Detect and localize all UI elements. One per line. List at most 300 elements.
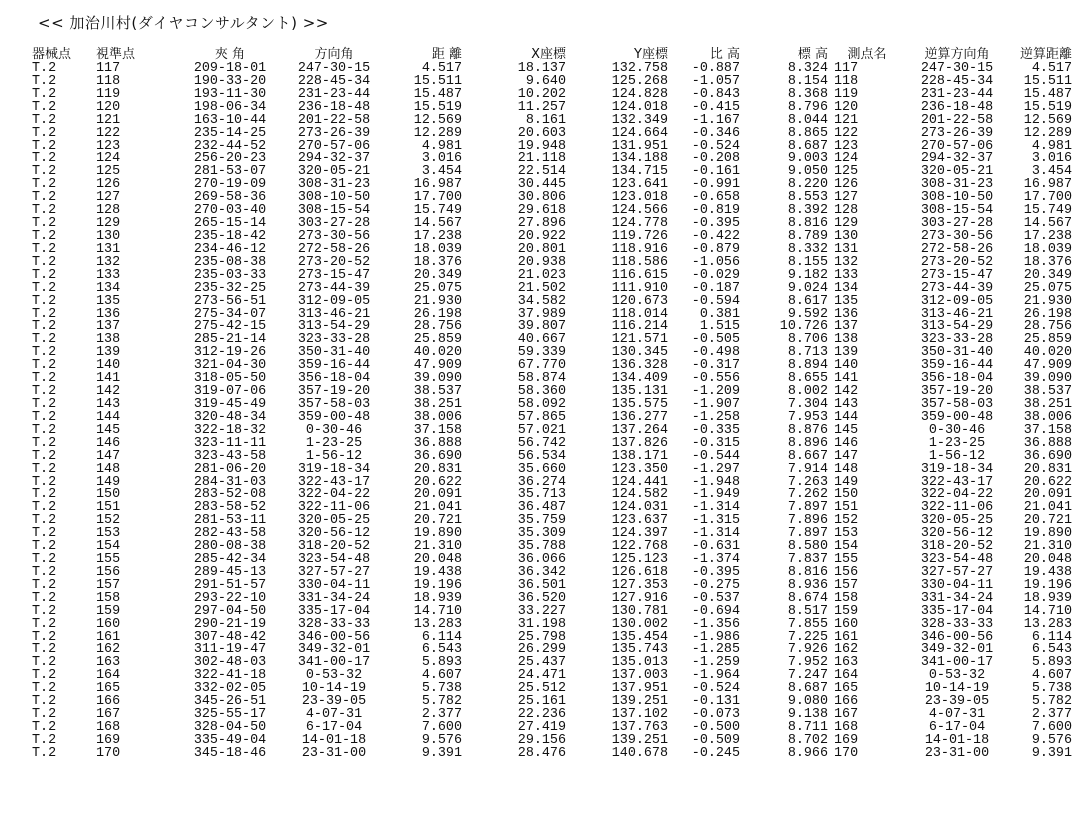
relative-height-cell: -1.259 [691,655,740,671]
included-angle-cell: 281-06-20 [193,461,267,477]
x-coordinate-cell: 30.445 [517,177,566,193]
point-name-cell: 118 [834,73,859,89]
inverse-distance-cell: 12.289 [1023,125,1072,141]
included-angle-cell: 281-53-11 [193,513,267,529]
sight-point-cell: 143 [96,396,121,412]
relative-height-cell: -0.524 [691,138,740,154]
included-angle-cell: 284-31-03 [193,474,267,490]
y-coordinate-cell: 132.349 [611,112,668,128]
included-angle-cell: 232-44-52 [193,138,267,154]
relative-height-cell: -1.907 [691,396,740,412]
relative-height-cell: -0.991 [691,177,740,193]
y-coordinate-cell: 116.615 [611,267,668,283]
relative-height-cell: -0.498 [691,345,740,361]
inverse-distance-cell: 12.569 [1023,112,1072,128]
distance-cell: 9.391 [421,745,462,761]
inverse-direction-cell: 313-54-29 [920,319,994,335]
point-name-cell: 132 [834,254,859,270]
y-coordinate-cell: 131.951 [611,138,668,154]
y-coordinate-cell: 127.353 [611,577,668,593]
sight-point-cell: 137 [96,319,121,335]
included-angle-cell: 319-45-49 [193,396,267,412]
x-coordinate-cell: 27.419 [517,720,566,736]
elevation-cell: 8.702 [787,732,828,748]
y-coordinate-cell: 124.031 [611,500,668,516]
page-title: << 加治川村(ダイヤコンサルタント) >> [38,14,329,32]
instrument-point-cell: T.2 [32,616,57,632]
included-angle-cell: 269-58-36 [193,190,267,206]
distance-cell: 15.487 [413,86,462,102]
direction-angle-cell: 320-05-25 [297,513,371,529]
distance-cell: 19.438 [413,564,462,580]
inverse-direction-cell: 0-30-46 [928,422,986,438]
sight-point-cell: 145 [96,422,121,438]
sight-point-cell: 131 [96,241,121,257]
distance-cell: 19.196 [413,577,462,593]
point-name-cell: 164 [834,668,859,684]
instrument-point-cell: T.2 [32,526,57,542]
point-name-cell: 145 [834,422,859,438]
relative-height-cell: -0.524 [691,681,740,697]
inverse-direction-cell: 341-00-17 [920,655,994,671]
x-coordinate-cell: 20.938 [517,254,566,270]
elevation-cell: 7.837 [787,552,828,568]
included-angle-cell: 307-48-42 [193,629,267,645]
distance-cell: 12.289 [413,125,462,141]
x-coordinate-cell: 20.801 [517,241,566,257]
instrument-point-cell: T.2 [32,319,57,335]
point-name-cell: 163 [834,655,859,671]
elevation-cell: 8.667 [787,448,828,464]
included-angle-cell: 285-21-14 [193,332,267,348]
point-name-cell: 137 [834,319,859,335]
relative-height-cell: -0.275 [691,577,740,593]
point-name-cell: 152 [834,513,859,529]
point-name-cell: 149 [834,474,859,490]
y-coordinate-cell: 135.131 [611,384,668,400]
x-coordinate-cell: 29.618 [517,203,566,219]
table-row [32,748,1072,761]
direction-angle-cell: 23-39-05 [301,694,367,710]
y-coordinate-cell: 136.277 [611,409,668,425]
included-angle-cell: 235-32-25 [193,280,267,296]
inverse-distance-cell: 3.454 [1031,164,1072,180]
col-header-elevation: 標 高 [797,47,828,62]
relative-height-cell: -0.335 [691,422,740,438]
included-angle-cell: 275-42-15 [193,319,267,335]
y-coordinate-cell: 127.916 [611,590,668,606]
distance-cell: 12.569 [413,112,462,128]
y-coordinate-cell: 124.828 [611,86,668,102]
direction-angle-cell: 201-22-58 [297,112,371,128]
instrument-point-cell: T.2 [32,384,57,400]
included-angle-cell: 265-15-14 [193,216,267,232]
elevation-cell: 9.050 [787,164,828,180]
included-angle-cell: 282-43-58 [193,526,267,542]
relative-height-cell: -0.161 [691,164,740,180]
inverse-distance-cell: 16.987 [1023,177,1072,193]
sight-point-cell: 139 [96,345,121,361]
sight-point-cell: 157 [96,577,121,593]
point-name-cell: 128 [834,203,859,219]
inverse-distance-cell: 39.090 [1023,371,1072,387]
distance-cell: 2.377 [421,707,462,723]
point-name-cell: 170 [834,745,859,761]
inverse-direction-cell: 318-20-52 [920,539,994,555]
point-name-cell: 144 [834,409,859,425]
distance-cell: 39.090 [413,371,462,387]
inverse-direction-cell: 270-57-06 [920,138,994,154]
direction-angle-cell: 327-57-27 [297,564,371,580]
x-coordinate-cell: 35.660 [517,461,566,477]
x-coordinate-cell: 22.236 [517,707,566,723]
included-angle-cell: 318-05-50 [193,371,267,387]
instrument-point-cell: T.2 [32,668,57,684]
x-coordinate-cell: 33.227 [517,603,566,619]
instrument-point-cell: T.2 [32,228,57,244]
inverse-distance-cell: 17.238 [1023,228,1072,244]
point-name-cell: 131 [834,241,859,257]
included-angle-cell: 322-41-18 [193,668,267,684]
point-name-cell: 157 [834,577,859,593]
point-name-cell: 124 [834,151,859,167]
relative-height-cell: -0.843 [691,86,740,102]
x-coordinate-cell: 30.806 [517,190,566,206]
instrument-point-cell: T.2 [32,745,57,761]
inverse-distance-cell: 18.939 [1023,590,1072,606]
direction-angle-cell: 349-32-01 [297,642,371,658]
included-angle-cell: 335-49-04 [193,732,267,748]
distance-cell: 38.006 [413,409,462,425]
elevation-cell: 8.816 [787,564,828,580]
inverse-direction-cell: 320-05-21 [920,164,994,180]
distance-cell: 4.981 [421,138,462,154]
direction-angle-cell: 335-17-04 [297,603,371,619]
instrument-point-cell: T.2 [32,642,57,658]
instrument-point-cell: T.2 [32,603,57,619]
elevation-cell: 7.262 [787,487,828,503]
sight-point-cell: 150 [96,487,121,503]
instrument-point-cell: T.2 [32,564,57,580]
direction-angle-cell: 346-00-56 [297,629,371,645]
included-angle-cell: 235-18-42 [193,228,267,244]
y-coordinate-cell: 125.268 [611,73,668,89]
distance-cell: 37.158 [413,422,462,438]
included-angle-cell: 235-08-38 [193,254,267,270]
instrument-point-cell: T.2 [32,629,57,645]
inverse-direction-cell: 273-26-39 [920,125,994,141]
included-angle-cell: 235-14-25 [193,125,267,141]
elevation-cell: 8.368 [787,86,828,102]
direction-angle-cell: 294-32-37 [297,151,371,167]
sight-point-cell: 136 [96,306,121,322]
elevation-cell: 8.865 [787,125,828,141]
distance-cell: 40.020 [413,345,462,361]
included-angle-cell: 293-22-10 [193,590,267,606]
inverse-distance-cell: 9.391 [1031,745,1072,761]
inverse-direction-cell: 330-04-11 [920,577,994,593]
elevation-cell: 7.952 [787,655,828,671]
x-coordinate-cell: 25.798 [517,629,566,645]
elevation-cell: 8.894 [787,358,828,374]
y-coordinate-cell: 137.003 [611,668,668,684]
included-angle-cell: 275-34-07 [193,306,267,322]
elevation-cell: 8.687 [787,681,828,697]
elevation-cell: 7.896 [787,513,828,529]
sight-point-cell: 129 [96,216,121,232]
inverse-direction-cell: 294-32-37 [920,151,994,167]
inverse-distance-cell: 20.048 [1023,552,1072,568]
x-coordinate-cell: 31.198 [517,616,566,632]
relative-height-cell: 0.381 [699,306,740,322]
distance-cell: 19.890 [413,526,462,542]
y-coordinate-cell: 122.768 [611,539,668,555]
included-angle-cell: 325-55-17 [193,707,267,723]
inverse-distance-cell: 15.519 [1023,99,1072,115]
point-name-cell: 154 [834,539,859,555]
sight-point-cell: 125 [96,164,121,180]
distance-cell: 6.543 [421,642,462,658]
sight-point-cell: 120 [96,99,121,115]
point-name-cell: 141 [834,371,859,387]
point-name-cell: 160 [834,616,859,632]
distance-cell: 4.607 [421,668,462,684]
col-header-included-angle: 夾 角 [214,47,246,62]
direction-angle-cell: 356-18-04 [297,371,371,387]
x-coordinate-cell: 25.512 [517,681,566,697]
x-coordinate-cell: 35.309 [517,526,566,542]
direction-angle-cell: 357-58-03 [297,396,371,412]
y-coordinate-cell: 132.758 [611,61,668,76]
relative-height-cell: -0.819 [691,203,740,219]
sight-point-cell: 164 [96,668,121,684]
point-name-cell: 155 [834,552,859,568]
relative-height-cell: -0.395 [691,564,740,580]
elevation-cell: 8.706 [787,332,828,348]
inverse-distance-cell: 19.890 [1023,526,1072,542]
included-angle-cell: 234-46-12 [193,241,267,257]
relative-height-cell: -0.317 [691,358,740,374]
sight-point-cell: 138 [96,332,121,348]
sight-point-cell: 147 [96,448,121,464]
x-coordinate-cell: 28.476 [517,745,566,761]
included-angle-cell: 163-10-44 [193,112,267,128]
point-name-cell: 138 [834,332,859,348]
relative-height-cell: -0.422 [691,228,740,244]
included-angle-cell: 285-42-34 [193,552,267,568]
distance-cell: 38.251 [413,396,462,412]
sight-point-cell: 154 [96,539,121,555]
inverse-distance-cell: 47.909 [1023,358,1072,374]
included-angle-cell: 322-18-32 [193,422,267,438]
sight-point-cell: 127 [96,190,121,206]
inverse-distance-cell: 20.622 [1023,474,1072,490]
y-coordinate-cell: 139.251 [611,732,668,748]
elevation-cell: 7.225 [787,629,828,645]
distance-cell: 13.283 [413,616,462,632]
inverse-direction-cell: 273-30-56 [920,228,994,244]
sight-point-cell: 163 [96,655,121,671]
y-coordinate-cell: 124.778 [611,216,668,232]
instrument-point-cell: T.2 [32,138,57,154]
sight-point-cell: 151 [96,500,121,516]
inverse-distance-cell: 7.600 [1031,720,1072,736]
instrument-point-cell: T.2 [32,513,57,529]
included-angle-cell: 256-20-23 [193,151,267,167]
y-coordinate-cell: 134.409 [611,371,668,387]
inverse-distance-cell: 38.251 [1023,396,1072,412]
inverse-direction-cell: 201-22-58 [920,112,994,128]
y-coordinate-cell: 124.566 [611,203,668,219]
instrument-point-cell: T.2 [32,422,57,438]
inverse-direction-cell: 0-53-32 [928,668,986,684]
point-name-cell: 129 [834,216,859,232]
inverse-distance-cell: 21.310 [1023,539,1072,555]
direction-angle-cell: 236-18-48 [297,99,371,115]
sight-point-cell: 148 [96,461,121,477]
y-coordinate-cell: 130.781 [611,603,668,619]
inverse-distance-cell: 25.859 [1023,332,1072,348]
instrument-point-cell: T.2 [32,332,57,348]
inverse-distance-cell: 5.782 [1031,694,1072,710]
relative-height-cell: -1.056 [691,254,740,270]
point-name-cell: 162 [834,642,859,658]
y-coordinate-cell: 123.637 [611,513,668,529]
y-coordinate-cell: 118.586 [611,254,668,270]
instrument-point-cell: T.2 [32,577,57,593]
distance-cell: 36.690 [413,448,462,464]
distance-cell: 4.517 [421,61,462,76]
inverse-distance-cell: 36.888 [1023,435,1072,451]
inverse-distance-cell: 13.283 [1023,616,1072,632]
distance-cell: 47.909 [413,358,462,374]
included-angle-cell: 321-04-30 [193,358,267,374]
y-coordinate-cell: 120.673 [611,293,668,309]
inverse-direction-cell: 228-45-34 [920,73,994,89]
inverse-direction-cell: 1-56-12 [928,448,986,464]
x-coordinate-cell: 36.501 [517,577,566,593]
inverse-direction-cell: 327-57-27 [920,564,994,580]
relative-height-cell: -0.879 [691,241,740,257]
x-coordinate-cell: 39.807 [517,319,566,335]
x-coordinate-cell: 56.742 [517,435,566,451]
distance-cell: 21.041 [413,500,462,516]
instrument-point-cell: T.2 [32,99,57,115]
sight-point-cell: 153 [96,526,121,542]
distance-cell: 20.349 [413,267,462,283]
included-angle-cell: 323-43-58 [193,448,267,464]
x-coordinate-cell: 59.339 [517,345,566,361]
direction-angle-cell: 320-05-21 [297,164,371,180]
relative-height-cell: -0.315 [691,435,740,451]
point-name-cell: 140 [834,358,859,374]
instrument-point-cell: T.2 [32,241,57,257]
instrument-point-cell: T.2 [32,177,57,193]
inverse-direction-cell: 313-46-21 [920,306,994,322]
x-coordinate-cell: 56.534 [517,448,566,464]
y-coordinate-cell: 136.328 [611,358,668,374]
sight-point-cell: 165 [96,681,121,697]
inverse-distance-cell: 21.930 [1023,293,1072,309]
direction-angle-cell: 308-31-23 [297,177,371,193]
relative-height-cell: -1.948 [691,474,740,490]
inverse-direction-cell: 236-18-48 [920,99,994,115]
point-name-cell: 121 [834,112,859,128]
point-name-cell: 147 [834,448,859,464]
instrument-point-cell: T.2 [32,487,57,503]
distance-cell: 20.048 [413,552,462,568]
inverse-direction-cell: 4-07-31 [928,707,986,723]
instrument-point-cell: T.2 [32,267,57,283]
inverse-direction-cell: 320-56-12 [920,526,994,542]
sight-point-cell: 142 [96,384,121,400]
included-angle-cell: 290-21-19 [193,616,267,632]
direction-angle-cell: 273-26-39 [297,125,371,141]
elevation-cell: 9.182 [787,267,828,283]
direction-angle-cell: 273-30-56 [297,228,371,244]
relative-height-cell: -0.594 [691,293,740,309]
inverse-distance-cell: 40.020 [1023,345,1072,361]
elevation-cell: 8.155 [787,254,828,270]
inverse-distance-cell: 15.511 [1023,73,1072,89]
direction-angle-cell: 0-30-46 [305,422,363,438]
sight-point-cell: 167 [96,707,121,723]
relative-height-cell: -0.415 [691,99,740,115]
included-angle-cell: 283-58-52 [193,500,267,516]
inverse-direction-cell: 23-39-05 [924,694,990,710]
point-name-cell: 120 [834,99,859,115]
inverse-distance-cell: 28.756 [1023,319,1072,335]
distance-cell: 6.114 [421,629,462,645]
elevation-cell: 8.711 [787,720,828,736]
inverse-distance-cell: 17.700 [1023,190,1072,206]
instrument-point-cell: T.2 [32,216,57,232]
elevation-cell: 7.247 [787,668,828,684]
y-coordinate-cell: 140.678 [611,745,668,761]
point-name-cell: 127 [834,190,859,206]
instrument-point-cell: T.2 [32,306,57,322]
included-angle-cell: 273-56-51 [193,293,267,309]
y-coordinate-cell: 134.715 [611,164,668,180]
y-coordinate-cell: 121.571 [611,332,668,348]
sight-point-cell: 119 [96,86,121,102]
instrument-point-cell: T.2 [32,500,57,516]
inverse-direction-cell: 331-34-24 [920,590,994,606]
direction-angle-cell: 272-58-26 [297,241,371,257]
sight-point-cell: 162 [96,642,121,658]
instrument-point-cell: T.2 [32,461,57,477]
included-angle-cell: 332-02-05 [193,681,267,697]
x-coordinate-cell: 18.137 [517,61,566,76]
relative-height-cell: -1.986 [691,629,740,645]
distance-cell: 14.567 [413,216,462,232]
included-angle-cell: 270-03-40 [193,203,267,219]
point-name-cell: 119 [834,86,859,102]
sight-point-cell: 144 [96,409,121,425]
x-coordinate-cell: 67.770 [517,358,566,374]
sight-point-cell: 169 [96,732,121,748]
direction-angle-cell: 273-20-52 [297,254,371,270]
elevation-cell: 9.138 [787,707,828,723]
instrument-point-cell: T.2 [32,371,57,387]
instrument-point-cell: T.2 [32,293,57,309]
x-coordinate-cell: 21.118 [517,151,566,167]
direction-angle-cell: 313-54-29 [297,319,371,335]
relative-height-cell: 1.515 [699,319,740,335]
elevation-cell: 7.263 [787,474,828,490]
point-name-cell: 134 [834,280,859,296]
direction-angle-cell: 270-57-06 [297,138,371,154]
